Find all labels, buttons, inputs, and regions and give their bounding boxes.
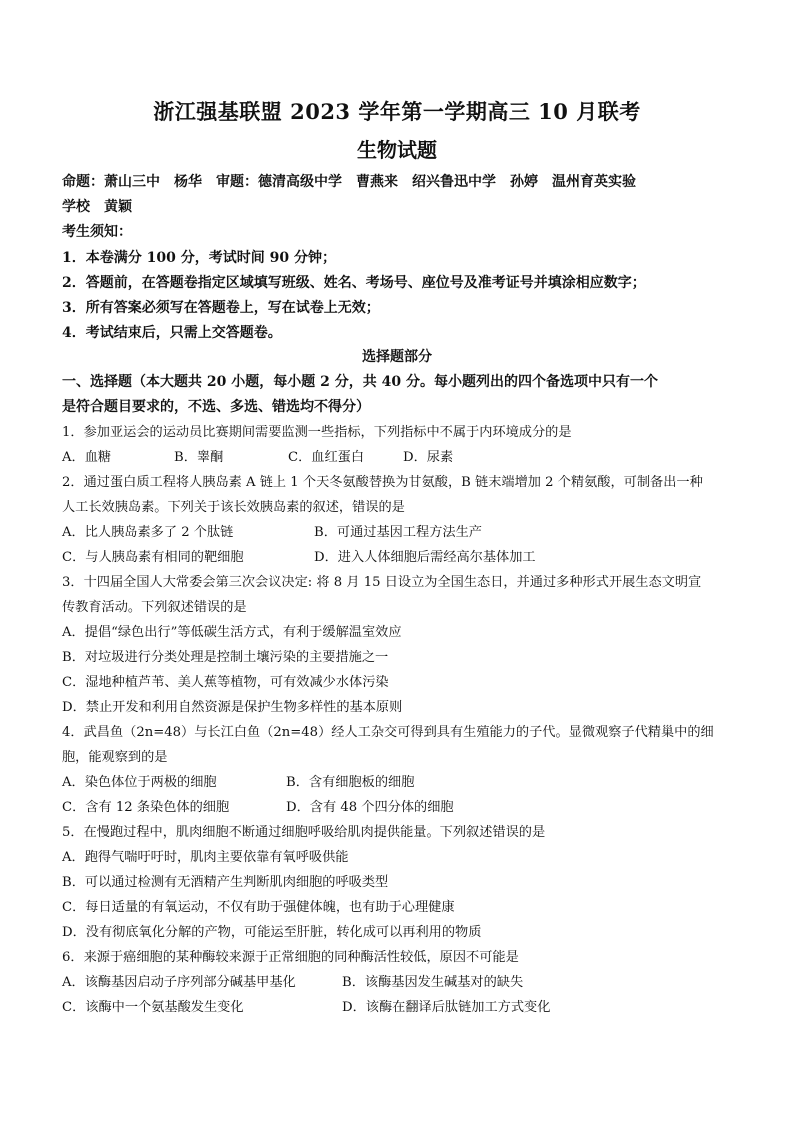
page-subtitle: 生物试题 [357,138,437,162]
question-5-option-c: C．每日适量的有氧运动，不仅有助于强健体魄，也有助于心理健康 [62,900,455,915]
question-3-option-d: D．禁止开发和利用自然资源是保护生物多样性的基本原则 [62,700,403,715]
question-3-option-c: C．湿地种植芦苇、美人蕉等植物，可有效减少水体污染 [62,675,389,690]
question-2-stem: 2．通过蛋白质工程将人胰岛素 A 链上 1 个天冬氨酸替换为甘氨酸，B 链末端增加 2 个精氨酸，可制备出一种 [62,475,703,490]
question-5-stem: 5．在慢跑过程中，肌肉细胞不断通过细胞呼吸给肌肉提供能量。下列叙述错误的是 [62,825,546,840]
notice-heading: 考生须知： [62,224,132,240]
question-4-option-a: A．染色体位于两极的细胞 [62,775,217,790]
question-6-option-c: C．该酶中一个氨基酸发生变化 [62,1000,244,1015]
question-1-option-a: A．血糖 [62,450,112,465]
question-1-stem: 1．参加亚运会的运动员比赛期间需要监测一些指标，下列指标中不属于内环境成分的是 [62,425,572,440]
question-6-option-d: D．该酶在翻译后肽链加工方式变化 [342,1000,551,1015]
question-4-option-b: B．含有细胞板的细胞 [286,775,415,790]
question-5-option-a: A．跑得气喘吁吁时，肌肉主要依靠有氧呼吸供能 [62,850,349,865]
notice-item: 1．本卷满分 100 分，考试时间 90 分钟； [62,250,336,266]
question-2-option-a: A．比人胰岛素多了 2 个肽链 [62,525,234,540]
question-1-option-b: B．睾酮 [174,450,224,465]
question-6-option-a: A．该酶基因启动子序列部分碱基甲基化 [62,975,296,990]
question-2-stem: 人工长效胰岛素。下列关于该长效胰岛素的叙述，错误的是 [62,500,405,515]
question-1-option-c: C．血红蛋白 [288,450,365,465]
question-3-option-a: A．提倡“绿色出行”等低碳生活方式，有利于缓解温室效应 [62,625,402,640]
notice-item: 3．所有答案必须写在答题卷上，写在试卷上无效； [62,300,380,316]
question-4-stem: 胞，能观察到的是 [62,750,168,765]
question-2-option-d: D．进入人体细胞后需经高尔基体加工 [314,550,536,565]
authors-line-2: 学校 黄颖 [62,199,132,215]
notice-item: 2．答题前，在答题卷指定区域填写班级、姓名、考场号、座位号及准考证号并填涂相应数字； [62,275,646,291]
page-title: 浙江强基联盟 2023 学年第一学期高三 10 月联考 [153,99,641,124]
section-intro-line-1: 一、选择题（本大题共 20 小题，每小题 2 分，共 40 分。每小题列出的四个备选项中只有一个 [62,374,658,390]
question-5-option-d: D．没有彻底氧化分解的产物，可能运至肝脏，转化成可以再利用的物质 [62,925,482,940]
question-4-stem: 4．武昌鱼（2n=48）与长江白鱼（2n=48）经人工杂交可得到具有生殖能力的子代。显微观察子代精巢中的细 [62,725,714,740]
question-3-option-b: B．对垃圾进行分类处理是控制土壤污染的主要措施之一 [62,650,389,665]
question-6-stem: 6．来源于癌细胞的某种酶较来源于正常细胞的同种酶活性较低，原因不可能是 [62,950,519,965]
question-3-stem: 3．十四届全国人大常委会第三次会议决定: 将 8 月 15 日设立为全国生态日，并通过多种形式开展生态文明宣 [62,575,702,590]
question-1-option-d: D．尿素 [403,450,454,465]
section-intro-line-2: 是符合题目要求的，不选、多选、错选均不得分） [62,399,370,415]
question-6-option-b: B．该酶基因发生碱基对的缺失 [342,975,524,990]
question-2-option-c: C．与人胰岛素有相同的靶细胞 [62,550,244,565]
notice-item: 4．考试结束后，只需上交答题卷。 [62,325,282,341]
authors-line-1: 命题：萧山三中 杨华 审题：德清高级中学 曹燕来 绍兴鲁迅中学 孙婷 温州育英实验 [62,174,636,190]
question-4-option-d: D．含有 48 个四分体的细胞 [286,800,454,815]
question-4-option-c: C．含有 12 条染色体的细胞 [62,800,230,815]
question-5-option-b: B．可以通过检测有无酒精产生判断肌肉细胞的呼吸类型 [62,875,389,890]
question-3-stem: 传教育活动。下列叙述错误的是 [62,600,247,615]
section-title: 选择题部分 [362,349,432,365]
question-2-option-b: B．可通过基因工程方法生产 [314,525,482,540]
